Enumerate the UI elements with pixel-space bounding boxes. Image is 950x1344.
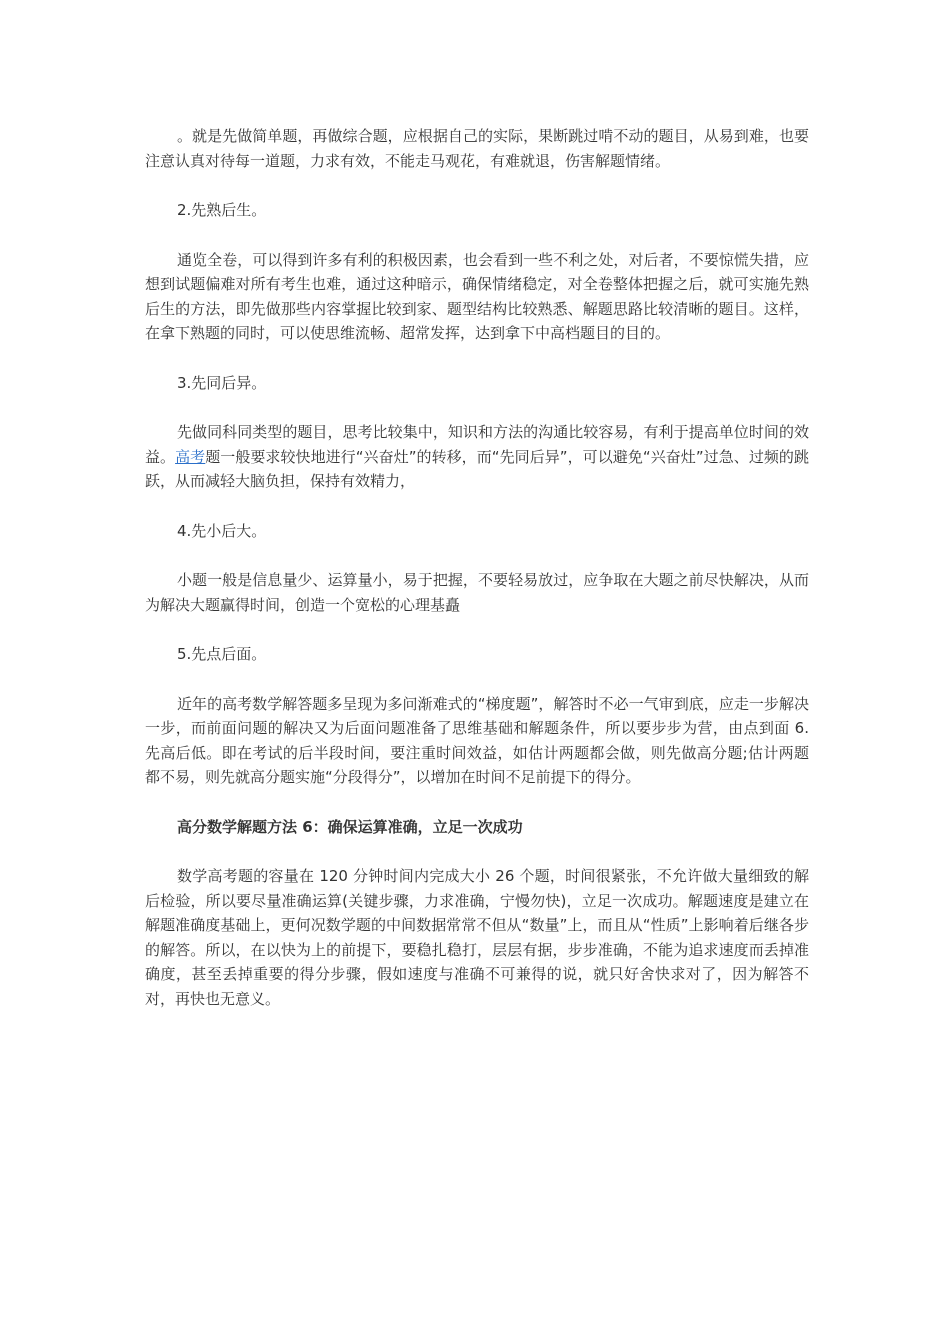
heading-method-6: 高分数学解题方法 6：确保运算准确，立足一次成功 (177, 817, 523, 836)
heading-small-first: 4.先小后大。 (177, 521, 267, 540)
document-body (145, 124, 809, 1036)
paragraph-same-first-part2: 题一般要求较快地进行“兴奋灶”的转移，而“先同后异”，可以避免“兴奋灶”过急、过频的跳跃，从而减轻大脑负担，保持有效精力， (145, 447, 809, 490)
paragraph-same-first-part1: 先做同科同类型的题目，思考比较集中，知识和方法的沟通比较容易，有利于提高单位时间的效益。 (145, 423, 809, 466)
heading-familiar-first: 2.先熟后生。 (177, 201, 267, 219)
paragraph-point-first: 近年的高考数学解答题多呈现为多问渐难式的“梯度题”，解答时不必一气审到底，应走一步解决一步，而前面问题的解决又为后面问题准备了思维基础和解题条件，所以要步步为营，由点到面 6.先高后低。即在考试的后半段时间，要注重时间效益，如估计两题都会做，则先做高分题;估计两题都不易，则先就高分题实施“分段得分”，以增加在时间不足前提下的得分。 (145, 694, 809, 786)
paragraph-same-first (145, 420, 809, 494)
gaokao-link[interactable]: 高考 (175, 447, 206, 466)
paragraph-easy-first: 。就是先做简单题，再做综合题，应根据自己的实际，果断跳过啃不动的题目，从易到难，也要注意认真对待每一道题，力求有效，不能走马观花，有难就退，伤害解题情绪。 (145, 127, 809, 170)
paragraph-familiar-first: 通览全卷，可以得到许多有利的积极因素，也会看到一些不利之处，对后者，不要惊慌失措，应想到试题偏难对所有考生也难，通过这种暗示，确保情绪稳定，对全卷整体把握之后，就可实施先熟后生的方法，即先做那些内容掌握比较到家、题型结构比较熟悉、解题思路比较清晰的题目。这样，在拿下熟题的同时，可以使思维流畅、超常发挥，达到拿下中高档题目的目的。 (145, 250, 809, 342)
paragraph-method-6: 数学高考题的容量在 120 分钟时间内完成大小 26 个题，时间很紧张，不允许做大量细致的解后检验，所以要尽量准确运算(关键步骤，力求准确，宁慢勿快)，立足一次成功。解题速度是建立在解题准确度基础上，更何况数学题的中间数据常常不但从“数量”上，而且从“性质”上影响着后继各步的解答。所以，在以快为上的前提下，要稳扎稳打，层层有据，步步准确，不能为追求速度而丢掉准确度，甚至丢掉重要的得分步骤，假如速度与准确不可兼得的说，就只好舍快求对了，因为解答不对，再快也无意义。 (145, 867, 809, 1008)
heading-same-first: 3.先同后异。 (177, 373, 267, 392)
paragraph-small-first: 小题一般是信息量少、运算量小，易于把握，不要轻易放过，应争取在大题之前尽快解决，从而为解决大题赢得时间，创造一个宽松的心理基矗 (145, 571, 809, 614)
heading-point-first: 5.先点后面。 (177, 645, 267, 663)
